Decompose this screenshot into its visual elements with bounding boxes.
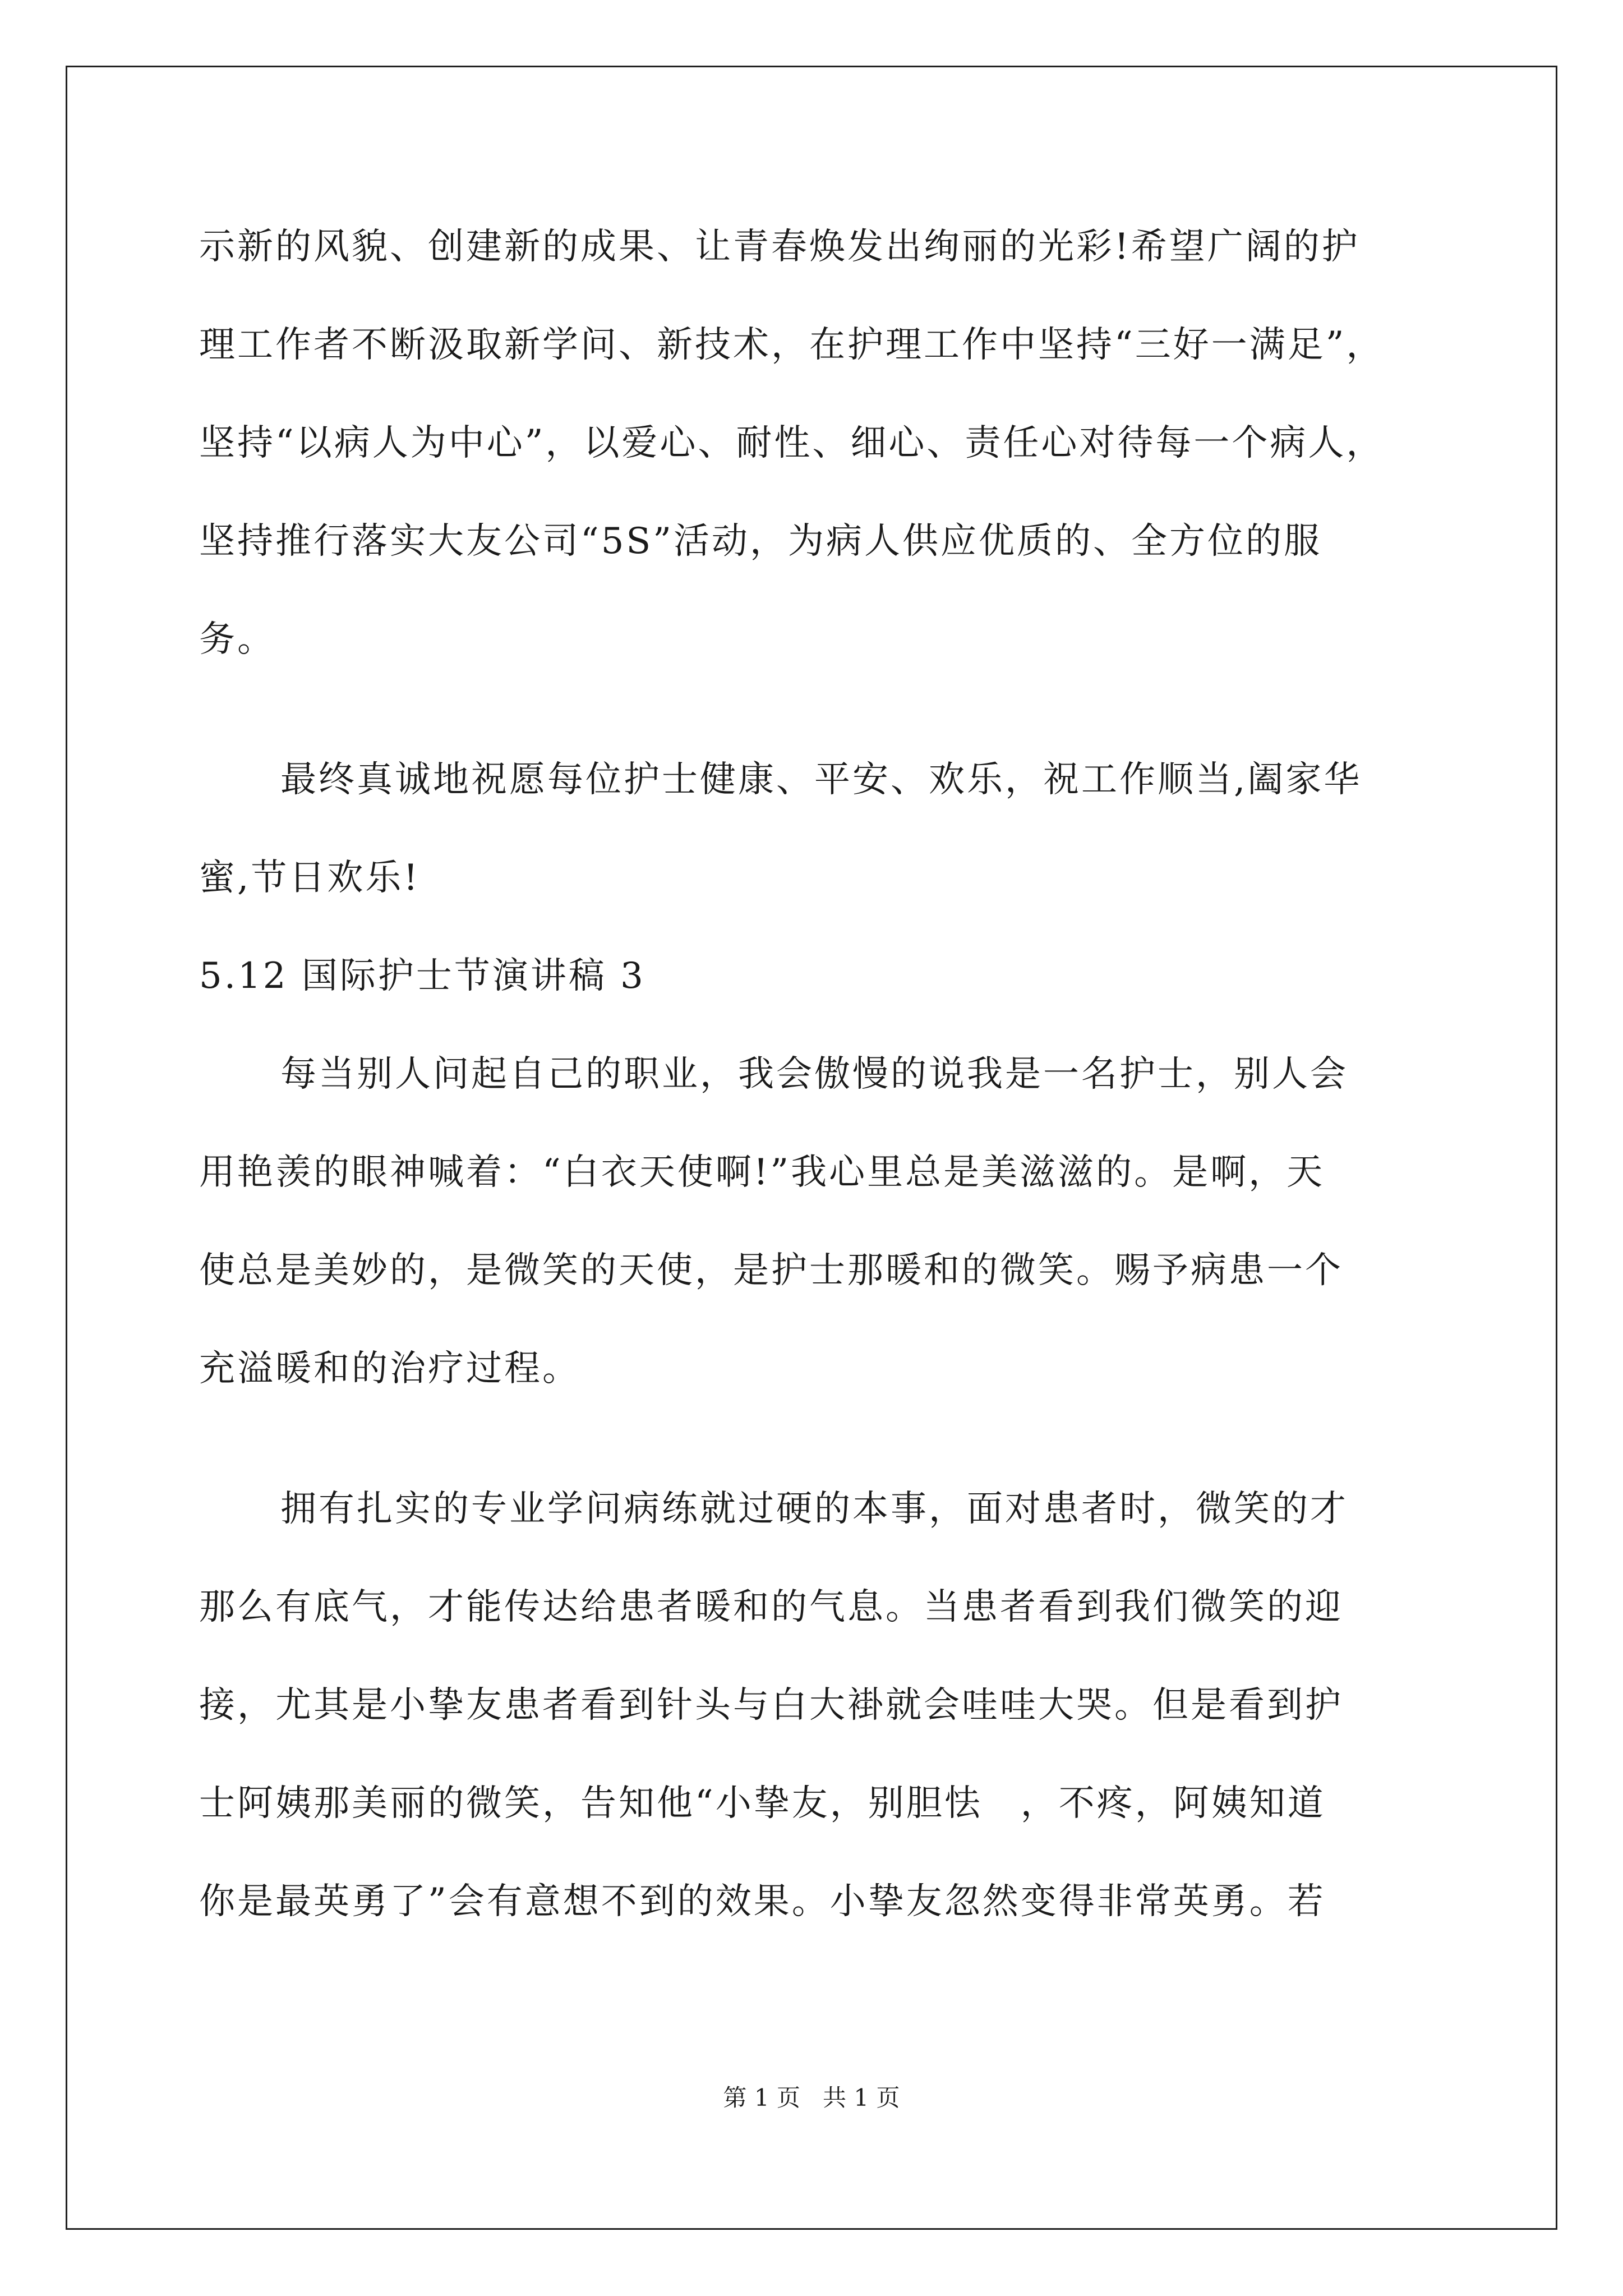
paragraph-line: 理工作者不断汲取新学问、新技术，在护理工作中坚持“三好一满足”， (199, 324, 1385, 366)
paragraph-line: 充溢暖和的治疗过程。 (199, 1348, 580, 1389)
paragraph-line: 士阿姨那美丽的微笑，告知他“小挚友，别胆怯 ，不疼，阿姨知道 (199, 1783, 1326, 1824)
paragraph-line: 务。 (199, 619, 275, 660)
paragraph-line: 那么有底气，才能传达给患者暖和的气息。当患者看到我们微笑的迎 (199, 1586, 1343, 1628)
section-heading: 5.12 国际护士节演讲稿 3 (199, 955, 645, 997)
paragraph-line: 坚持“以病人为中心”，以爱心、耐性、细心、责任心对待每一个病人， (199, 422, 1385, 464)
paragraph-line: 每当别人问起自己的职业，我会傲慢的说我是一名护士，别人会 (280, 1053, 1348, 1095)
paragraph-line: 接，尤其是小挚友患者看到针头与白大褂就会哇哇大哭。但是看到护 (199, 1685, 1343, 1726)
paragraph-line: 用艳羡的眼神喊着：“白衣天使啊!”我心里总是美滋滋的。是啊，天 (199, 1152, 1325, 1193)
paragraph-line: 最终真诚地祝愿每位护士健康、平安、欢乐，祝工作顺当,阖家华 (280, 759, 1362, 800)
paragraph-line: 使总是美妙的，是微笑的天使，是护士那暖和的微笑。赐予病患一个 (199, 1250, 1343, 1291)
paragraph-line: 示新的风貌、创建新的成果、让青春焕发出绚丽的光彩!希望广阔的护 (199, 226, 1360, 268)
page-footer: 第 1 页 共 1 页 (723, 2084, 900, 2111)
paragraph-line: 蜜,节日欢乐! (199, 857, 421, 899)
paragraph-line: 坚持推行落实大友公司“5S”活动，为病人供应优质的、全方位的服 (199, 521, 1322, 562)
paragraph-line: 拥有扎实的专业学问病练就过硬的本事，面对患者时，微笑的才 (280, 1488, 1348, 1530)
paragraph-line: 你是最英勇了”会有意想不到的效果。小挚友忽然变得非常英勇。若 (199, 1881, 1326, 1922)
